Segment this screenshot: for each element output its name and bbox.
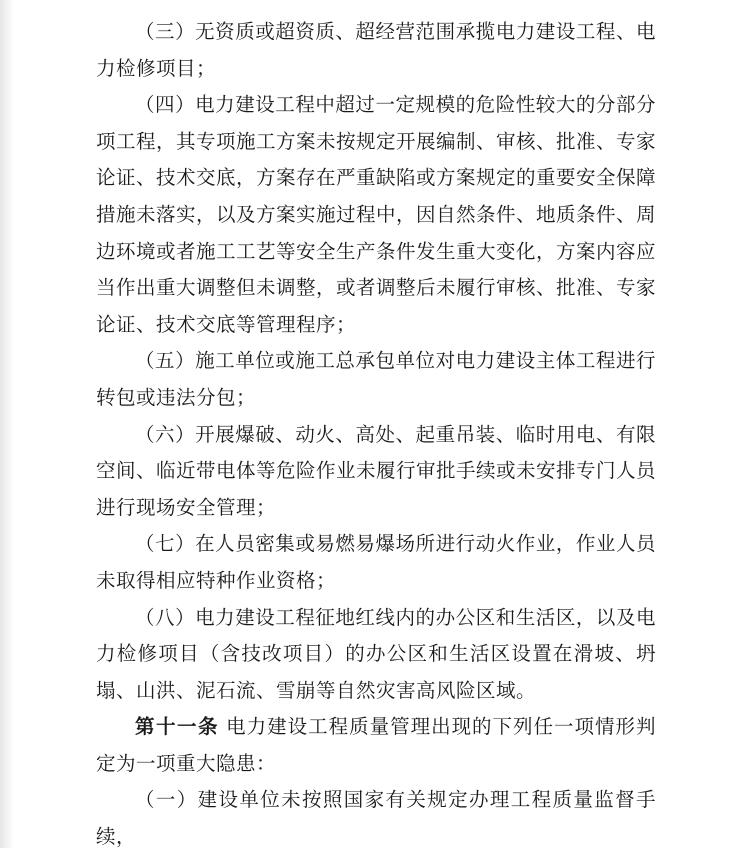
article-11-paragraph bbox=[96, 709, 656, 782]
paragraph-item-6: （六）开展爆破、动火、高处、起重吊装、临时用电、有限空间、临近带电体等危险作业未履行审批手续或未安排专门人员进行现场安全管理； bbox=[96, 422, 657, 519]
article-heading: 第十一条 bbox=[135, 715, 219, 739]
paragraph-item-7: （七）在人员密集或易燃易爆场所进行动火作业，作业人员未取得相应特种作业资格； bbox=[96, 532, 656, 592]
page-edge-shadow bbox=[0, 0, 14, 848]
paragraph-item-1: （一）建设单位未按照国家有关规定办理工程质量监督手续， bbox=[96, 788, 656, 849]
paragraph-item-4: （四）电力建设工程中超过一定规模的危险性较大的分部分项工程，其专项施工方案未按规定开展编制、审核、批准、专家论证、技术交底，方案存在严重缺陷或方案规定的重要安全保障措施未落实，以及方案实施过程中，因自然条件、地质条件、周边环境或者施工工艺等安全生产条件发生重大变化，方案内容应当作出重大调整但未调整，或者调整后未履行审核、批准、专家论证、技术交底等管理程序； bbox=[96, 93, 657, 336]
document-page bbox=[96, 14, 656, 856]
paragraph-item-8: （八）电力建设工程征地红线内的办公区和生活区，以及电力检修项目（含技改项目）的办公区和生活区设置在滑坡、坍塌、山洪、泥石流、雪崩等自然灾害高风险区域。 bbox=[96, 605, 656, 702]
paragraph-item-3: （三）无资质或超资质、超经营范围承揽电力建设工程、电力检修项目； bbox=[96, 20, 656, 80]
article-text: 电力建设工程质量管理出现的下列任一项情形判定为一项重大隐患： bbox=[96, 715, 656, 775]
paragraph-item-5: （五）施工单位或施工总承包单位对电力建设主体工程进行转包或违法分包； bbox=[96, 349, 656, 409]
